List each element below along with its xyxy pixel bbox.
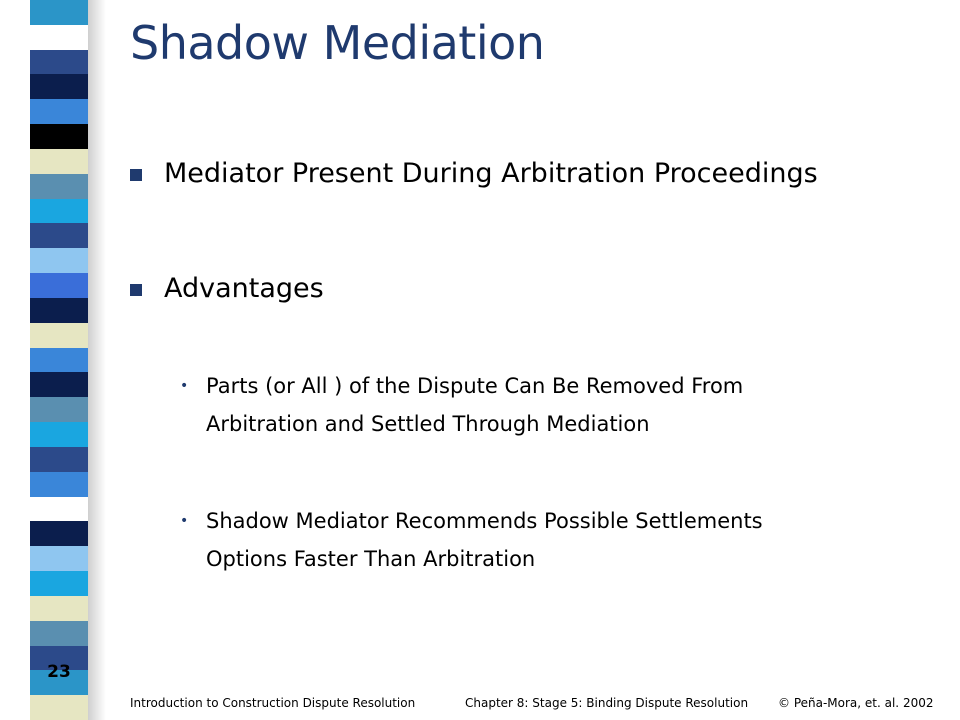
sub-bullet-item <box>180 367 743 443</box>
bullet-item <box>130 270 324 308</box>
footer-copyright: © Peña-Mora, et. al. 2002 <box>778 696 934 710</box>
stripe-segment <box>30 174 88 199</box>
decorative-stripe-bar <box>30 0 88 720</box>
bullet-item <box>130 155 818 193</box>
footer-chapter: Chapter 8: Stage 5: Binding Dispute Resolution <box>465 696 749 710</box>
sub-bullet-item <box>180 502 763 578</box>
bullet-text: Advantages <box>164 273 324 304</box>
square-bullet-icon <box>130 284 142 296</box>
stripe-segment <box>30 273 88 298</box>
stripe-segment <box>30 497 88 522</box>
slide-title: Shadow Mediation <box>130 16 545 70</box>
stripe-segment <box>30 149 88 174</box>
stripe-segment <box>30 695 88 720</box>
stripe-segment <box>30 447 88 472</box>
sub-bullet-line: Parts (or All ) of the Dispute Can Be Removed From <box>206 374 744 398</box>
stripe-segment <box>30 521 88 546</box>
footer-course: Introduction to Construction Dispute Resolution <box>130 696 416 710</box>
stripe-shadow <box>88 0 106 720</box>
stripe-segment <box>30 348 88 373</box>
dot-bullet-icon: • <box>180 378 189 394</box>
stripe-segment <box>30 546 88 571</box>
slide-number: 23 <box>47 662 71 682</box>
stripe-segment <box>30 199 88 224</box>
stripe-segment <box>30 25 88 50</box>
stripe-segment <box>30 372 88 397</box>
stripe-segment <box>30 596 88 621</box>
stripe-segment <box>30 0 88 25</box>
stripe-segment <box>30 621 88 646</box>
stripe-segment <box>30 422 88 447</box>
stripe-segment <box>30 99 88 124</box>
stripe-segment <box>30 298 88 323</box>
sub-bullet-line: Shadow Mediator Recommends Possible Settlements <box>206 509 763 533</box>
dot-bullet-icon: • <box>180 513 189 529</box>
sub-bullet-line: Arbitration and Settled Through Mediation <box>206 412 650 436</box>
stripe-segment <box>30 50 88 75</box>
sub-bullet-line: Options Faster Than Arbitration <box>206 547 536 571</box>
stripe-segment <box>30 472 88 497</box>
bullet-text: Mediator Present During Arbitration Proceedings <box>164 158 818 189</box>
stripe-segment <box>30 248 88 273</box>
stripe-segment <box>30 74 88 99</box>
stripe-segment <box>30 571 88 596</box>
stripe-segment <box>30 223 88 248</box>
stripe-segment <box>30 397 88 422</box>
square-bullet-icon <box>130 169 142 181</box>
stripe-segment <box>30 124 88 149</box>
stripe-segment <box>30 323 88 348</box>
